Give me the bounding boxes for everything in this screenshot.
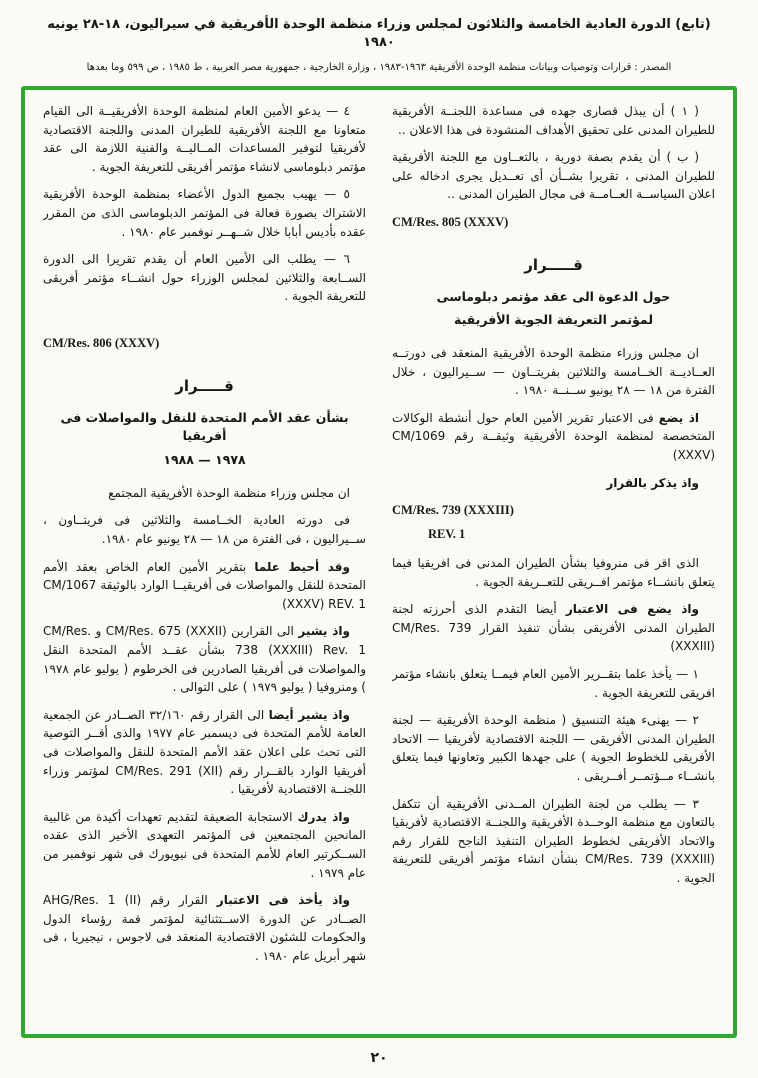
paragraph: ( ب ) أن يقدم بصفة دورية ، بالتعــاون مع اللجنة الأفريقية للطيران المدنى ، تقريرا بشــأن أى تعــديل يجرى ادخاله على اعلان السياســة العــامــة فى مجال الطيران المدنى .. bbox=[392, 150, 715, 202]
resolution-heading: قـــــرار bbox=[175, 377, 234, 396]
paragraph: ٣ — يطلب من لجنة الطيران المــدنى الأفريقية أن تتكفل بالتعاون مع منظمة الوحــدة الأفريقية واللجنــة الاقتصادية لأفريقيا والاتحاد الأفريقى لخطوط الطيران التنفيذ الناجح للقرار رقم CM/Res. 739 (XXXIII) بشأن انشاء مؤتمر أفريقى للتعريفة الجوية . bbox=[392, 796, 715, 885]
column-left bbox=[43, 102, 366, 1026]
paragraph-lead: واذ يشير أيضا bbox=[268, 707, 351, 722]
paragraph-body: بتقرير الأمين العام الخاص بعقد الأمم المتحدة للنقل والمواصلات فى أفريقيــا الوارد بالوثيقة CM/1067 (XXXV) REV. 1 bbox=[43, 559, 366, 611]
paragraph: ١ — يأخذ علما بتقــرير الأمين العام فيمــا يتعلق بانشاء مؤتمر افريقى للتعريفة الجوية . bbox=[392, 666, 715, 700]
paragraph-lead: اذ يضع bbox=[658, 410, 699, 425]
paragraph-lead: واذ يضع فى الاعتبار bbox=[565, 602, 699, 617]
paragraph: فى دورته العادية الخــامسة والثلاثين فى فريتــاون ، ســيراليون ، فى الفترة من ١٨ — ٢٨ يونيو عام ١٩٨٠. bbox=[43, 513, 366, 546]
paragraph: ٦ — يطلب الى الأمين العام أن يقدم تقريرا الى الدورة الســابعة والثلاثين لمجلس الوزراء حول انشــاء مؤتمر أفريقى للتعريفة الجوية . bbox=[43, 252, 366, 304]
paragraph-lead: وقد أحيط علما bbox=[254, 559, 350, 574]
paragraph: ٥ — يهيب بجميع الدول الأعضاء بمنظمة الوحدة الأفريقية الاشتراك بصورة فعالة فى المؤتمر الدبلوماسى الذى من المقرر عقده بأديس أبابا خلال شــهــر نوفمبر عام ١٩٨٠ . bbox=[43, 187, 366, 239]
paragraph-lead: واذ يشير bbox=[298, 624, 350, 639]
resolution-code: CM/Res. 805 (XXXV) bbox=[392, 214, 509, 229]
session-title: (تابع) الدورة العادية الخامسة والثلاثون لمجلس وزراء منظمة الوحدة الأفريقية في سيراليون، ١٨-٢٨ يونيه ١٩٨٠ bbox=[47, 17, 711, 51]
content-frame bbox=[21, 86, 737, 1038]
paragraph: ان مجلس وزراء منظمة الوحدة الأفريقية المجتمع bbox=[108, 485, 350, 500]
page-header bbox=[30, 16, 728, 75]
paragraph bbox=[43, 891, 366, 965]
resolution-subtitle: لمؤتمر التعريفة الجوية الأفريقية bbox=[453, 312, 654, 328]
resolution-code: CM/Res. 806 (XXXV) bbox=[43, 335, 160, 350]
paragraph-body: الى القرارين CM/Res. 675 (XXXII) و CM/Res. 738 (XXXIII) Rev. 1 بشأن عقــد الأمم المتحدة النقل والمواصلات فى أفريقيا الصادرين فى الخرطوم ( يوليو عام ١٩٧٨ ) ومنروفيا ( يوليو ١٩٧٩ ) على التوالى . bbox=[43, 624, 366, 695]
paragraph bbox=[43, 558, 366, 614]
resolution-subtitle: حول الدعوة الى عقد مؤتمر دبلوماسى bbox=[436, 288, 671, 304]
paragraph: ٤ — يدعو الأمين العام لمنظمة الوحدة الأفريقيــة الى القيام متعاونا مع اللجنة الأفريقية للطيران المدنى واللجنة الاقتصادية لأفريقيا لتوفير المساعدات المــاليــة والفنية اللازمة الى عقد مؤتمر دبلوماسى لانشاء مؤتمر أفريقى للتعريفة الجوية . bbox=[43, 104, 366, 174]
paragraph bbox=[392, 600, 715, 656]
paragraph-lead: واذ يدرك bbox=[297, 809, 350, 824]
paragraph: الذى اقر فى منروفيا بشأن الطيران المدنى فى افريقيا فيما يتعلق بانشــاء مؤتمر افــريقى للتعــريفة الجوية . bbox=[392, 556, 715, 589]
paragraph bbox=[43, 706, 366, 799]
paragraph-body: أيضا التقدم الذى أحرزته لجنة الطيران المدنى الأفريقى بشأن تنفيذ القرار CM/Res. 739 (XXXIII) bbox=[392, 602, 715, 654]
paragraph bbox=[392, 409, 715, 465]
resolution-code: CM/Res. 739 (XXXIII) bbox=[392, 503, 514, 518]
paragraph: ( ١ ) أن يبذل قصارى جهده فى مساعدة اللجنــة الأفريقية للطيران المدنى على تحقيق الأهداف المنشودة فى هذا الاعلان .. bbox=[392, 104, 715, 137]
paragraph-lead: واذ يذكر بالقرار bbox=[606, 475, 699, 490]
paragraph-body: الاستجابة الضعيفة لتقديم تعهدات أكيدة من غالبية المانحين المجتمعين فى المؤتمر التعهدى الأخير الذى عقده الســكرتير العام للأمم المتحدة فى نيويورك فى شهر نوفمبر من عام ١٩٧٩ . bbox=[43, 809, 366, 880]
column-right bbox=[392, 102, 715, 1026]
paragraph-body: الى القرار رقم ٣٢/١٦٠ الصــادر عن الجمعية العامة للأمم المتحدة فى ديسمبر عام ١٩٧٧ والذى أقــر التوصية التى تحث على اعلان عقد الأمم المتحدة للنقل والمواصلات فى أفريقيا الوارد بالقــرار رقم CM/Res. 291 (XII) لمؤتمر وزراء اللجنــة الاقتصادية لأفريقيا . bbox=[43, 707, 366, 797]
paragraph-lead: واذ يأخذ فى الاعتبار bbox=[216, 893, 350, 908]
paragraph-body: القرار رقم AHG/Res. 1 (II) الصــادر عن الدورة الاســتثنائية لمؤتمر قمة رؤساء الدول والحكومات للشئون الاقتصادية المنعقد فى لاجوس ، نيجيريا ، فى شهر أبريل عام ١٩٨٠ . bbox=[43, 893, 366, 963]
resolution-subtitle: بشأن عقد الأمم المتحدة للنقل والمواصلات فى أفريقيا bbox=[60, 409, 349, 444]
resolution-heading: قـــــرار bbox=[524, 256, 583, 275]
paragraph: ان مجلس وزراء منظمة الوحدة الأفريقية المنعقد فى دورتــه العــاديــة الخــامسة والثلاثين بفريتــاون — ســيراليون ، خلال الفترة من ١٨ — ٢٨ يونيو ســنــة ١٩٨٠ . bbox=[392, 346, 715, 398]
paragraph bbox=[43, 622, 366, 696]
paragraph bbox=[392, 474, 715, 493]
paragraph-body: فى الاعتبار تقرير الأمين العام حول أنشطة الوكالات المتخصصة لمنظمة الوحدة الأفريقية وثيقــة رقم CM/1069 (XXXV) bbox=[392, 410, 715, 463]
paragraph bbox=[43, 808, 366, 882]
source-note: المصدر : قرارات وتوصيات وبيانات منظمة الوحدة الأفريقية ١٩٦٣-١٩٨٣ ، وزارة الخارجية ، جمهورية مصر العربية ، ط ١٩٨٥ ، ص ٥٩٩ وما بعدها bbox=[86, 62, 672, 74]
paragraph: ٢ — يهنىء هيئة التنسيق ( منظمة الوحدة الأفريقية — لجنة الطيران المدنى الأفريقى — اللجنة الاقتصادية لأفريقيا — الاتحاد الأفريقى للخطوط الجوية ) على جهدها الكبير وتعاونها فيما يتعلق بانشــاء مــؤتمــر أفــريقى . bbox=[392, 713, 715, 783]
resolution-code-revision: REV. 1 bbox=[428, 526, 466, 541]
resolution-subtitle: ١٩٧٨ — ١٩٨٨ bbox=[163, 452, 246, 468]
page-number: ٢٠ bbox=[370, 1050, 388, 1066]
